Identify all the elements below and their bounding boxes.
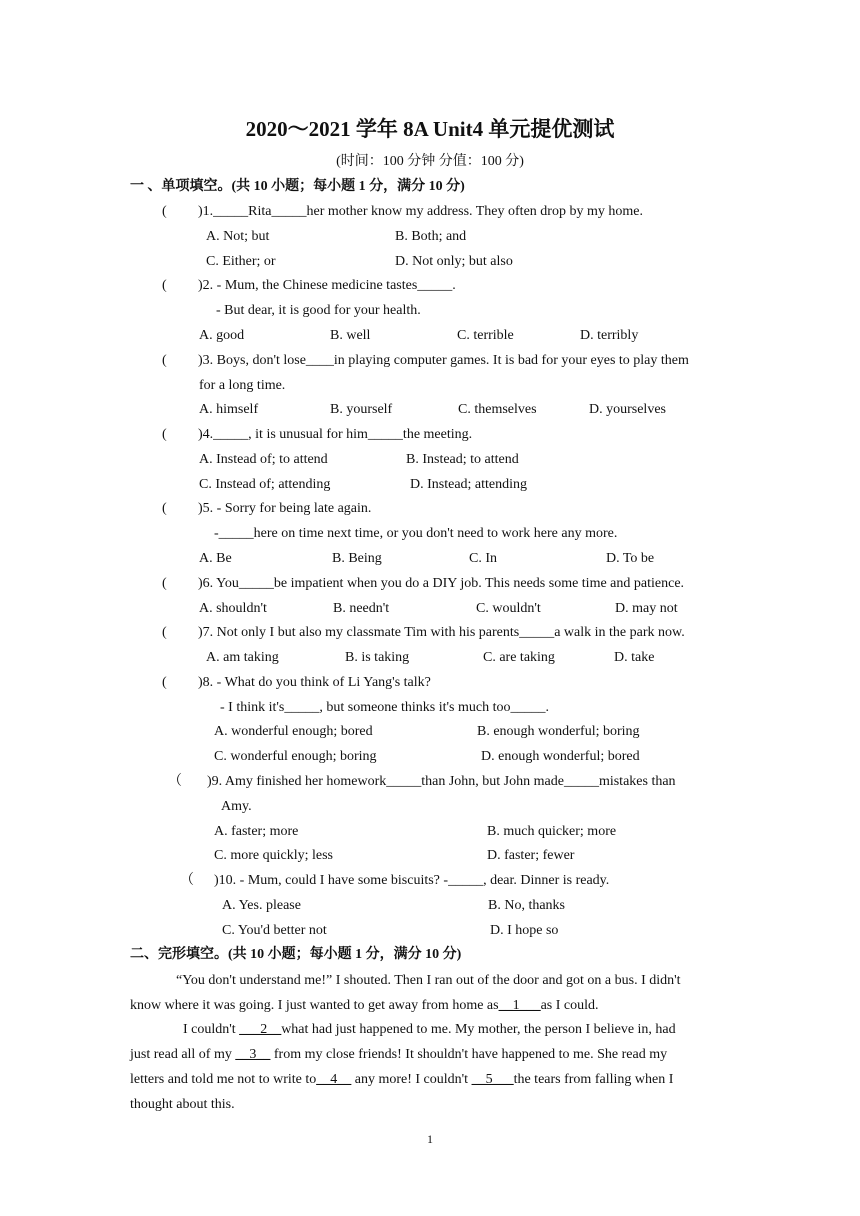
q2-option-b: B. well — [330, 328, 371, 343]
q1-option-c: C. Either; or — [206, 254, 276, 269]
page-number: 1 — [427, 1132, 433, 1146]
blank-2: ___2__ — [239, 1022, 282, 1037]
answer-paren: ( — [162, 353, 167, 368]
question-2-stem: )2. - Mum, the Chinese medicine tastes_____. — [198, 278, 456, 293]
q9-option-a: A. faster; more — [214, 824, 299, 839]
question-3-stem: )3. Boys, don't lose____in playing computer games. It is bad for your eyes to play them — [198, 353, 689, 368]
passage-line-4: just read all of my __3__ from my close friends! It shouldn't have happened to me. She read my — [130, 1047, 668, 1062]
q9-option-d: D. faster; fewer — [487, 848, 575, 863]
q2-option-a: A. good — [199, 328, 245, 343]
q8-option-b: B. enough wonderful; boring — [477, 724, 640, 739]
q3-option-b: B. yourself — [330, 402, 393, 417]
q8-option-a: A. wonderful enough; bored — [214, 724, 373, 739]
question-9-stem: )9. Amy finished her homework_____than John, but John made_____mistakes than — [207, 774, 676, 789]
passage-line-3: I couldn't ___2__what had just happened to me. My mother, the person I believe in, had — [183, 1022, 676, 1037]
section-heading-1: 一 、单项填空。(共 10 小题；每小题 1 分，满分 10 分) — [130, 179, 465, 194]
answer-paren: ( — [162, 427, 167, 442]
q2-option-c: C. terrible — [457, 328, 514, 343]
q8-option-d: D. enough wonderful; bored — [481, 749, 640, 764]
q3-option-a: A. himself — [199, 402, 259, 417]
question-4-stem: )4._____, it is unusual for him_____the meeting. — [198, 427, 473, 442]
passage-line-2: know where it was going. I just wanted to get away from home as__1___as I could. — [130, 998, 599, 1013]
passage-line-6: thought about this. — [130, 1097, 235, 1112]
q4-option-a: A. Instead of; to attend — [199, 452, 328, 467]
blank-3: __3__ — [235, 1047, 271, 1062]
answer-paren: ( — [162, 278, 167, 293]
question-7-stem: )7. Not only I but also my classmate Tim with his parents_____a walk in the park now. — [198, 625, 685, 640]
q7-option-b: B. is taking — [345, 650, 410, 665]
q1-option-d: D. Not only; but also — [395, 254, 513, 269]
answer-paren: ( — [162, 625, 167, 640]
q5-option-c: C. In — [469, 551, 497, 566]
q6-option-b: B. needn't — [333, 601, 390, 616]
q5-option-a: A. Be — [199, 551, 232, 566]
q4-option-b: B. Instead; to attend — [406, 452, 519, 467]
answer-paren: （ — [168, 774, 182, 789]
q6-option-a: A. shouldn't — [199, 601, 267, 616]
q6-option-d: D. may not — [615, 601, 678, 616]
q10-option-a: A. Yes. please — [222, 898, 301, 913]
question-9-stem-line2: Amy. — [221, 799, 252, 814]
q4-option-c: C. Instead of; attending — [199, 477, 331, 492]
answer-paren: ( — [162, 675, 167, 690]
passage-line-1: “You don't understand me!” I shouted. Then I ran out of the door and got on a bus. I didn't — [176, 973, 681, 988]
page-title: 2020～2021 学年 8A Unit4 单元提优测试 — [245, 117, 615, 141]
answer-paren: ( — [162, 204, 167, 219]
question-10-stem: )10. - Mum, could I have some biscuits? -_____, dear. Dinner is ready. — [214, 873, 610, 888]
answer-paren: ( — [162, 576, 167, 591]
q9-option-c: C. more quickly; less — [214, 848, 333, 863]
q1-option-a: A. Not; but — [206, 229, 270, 244]
blank-5: __5___ — [471, 1072, 514, 1087]
q7-option-a: A. am taking — [206, 650, 279, 665]
question-1-stem: )1._____Rita_____her mother know my address. They often drop by my home. — [198, 204, 643, 219]
question-8-stem: )8. - What do you think of Li Yang's talk? — [198, 675, 431, 690]
q4-option-d: D. Instead; attending — [410, 477, 528, 492]
question-8-stem-line2: - I think it's_____, but someone thinks it's much too_____. — [220, 700, 549, 715]
q3-option-c: C. themselves — [458, 402, 537, 417]
q7-option-d: D. take — [614, 650, 655, 665]
q5-option-d: D. To be — [606, 551, 655, 566]
q6-option-c: C. wouldn't — [476, 601, 541, 616]
passage-line-5: letters and told me not to write to__4__ any more! I couldn't __5___the tears from falling when I — [130, 1072, 674, 1087]
q10-option-b: B. No, thanks — [488, 898, 565, 913]
q2-option-d: D. terribly — [580, 328, 639, 343]
question-3-stem-line2: for a long time. — [199, 378, 286, 393]
blank-4: __4__ — [316, 1072, 352, 1087]
q8-option-c: C. wonderful enough; boring — [214, 749, 377, 764]
question-2-stem-line2: - But dear, it is good for your health. — [216, 303, 421, 318]
q5-option-b: B. Being — [332, 551, 382, 566]
q9-option-b: B. much quicker; more — [487, 824, 617, 839]
q1-option-b: B. Both; and — [395, 229, 467, 244]
blank-1: __1___ — [498, 998, 541, 1013]
question-5-stem: )5. - Sorry for being late again. — [198, 501, 372, 516]
answer-paren: （ — [180, 873, 194, 888]
q7-option-c: C. are taking — [483, 650, 555, 665]
exam-info: (时间：100 分钟 分值：100 分) — [336, 154, 524, 169]
q10-option-c: C. You'd better not — [222, 923, 327, 938]
q10-option-d: D. I hope so — [490, 923, 559, 938]
section-heading-2: 二、完形填空。(共 10 小题；每小题 1 分，满分 10 分) — [130, 947, 462, 962]
answer-paren: ( — [162, 501, 167, 516]
question-6-stem: )6. You_____be impatient when you do a DIY job. This needs some time and patience. — [198, 576, 685, 591]
q3-option-d: D. yourselves — [589, 402, 666, 417]
question-5-stem-line2: -_____here on time next time, or you don't need to work here any more. — [214, 526, 618, 541]
